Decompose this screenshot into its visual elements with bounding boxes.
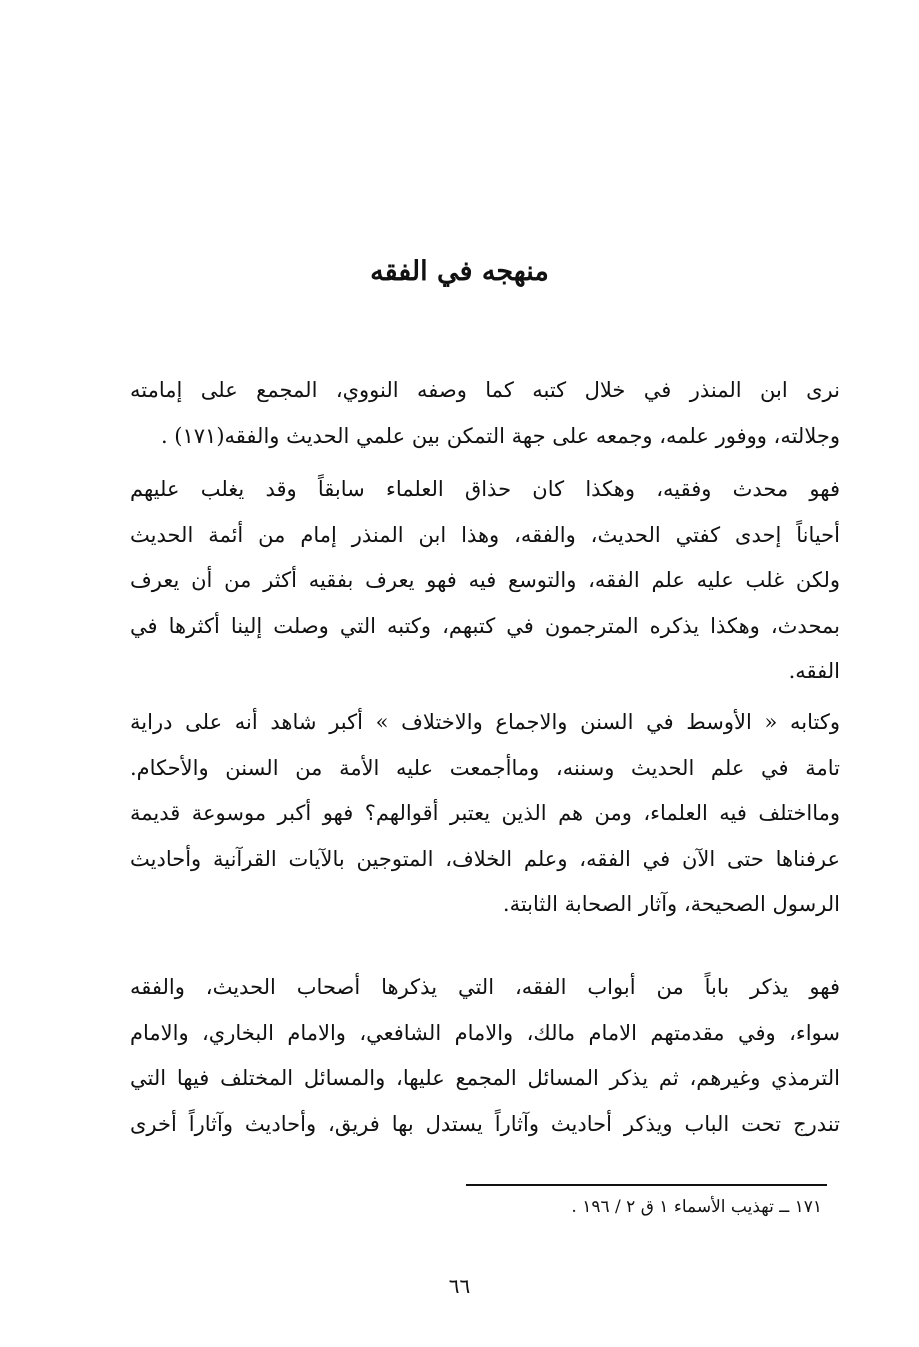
page-number: ٦٦ xyxy=(448,1274,471,1298)
paragraph-line: وكتابه « الأوسط في السنن والاجماع والاختلاف » أكبر شاهد أنه على دراية xyxy=(130,710,840,734)
paragraph-line: عرفناها حتى الآن في الفقه، وعلم الخلاف، المتوجين بالآيات القرآنية وأحاديث xyxy=(130,846,840,871)
footnote: ١٧١ ــ تهذيب الأسماء ١ ق ٢ / ١٩٦ . xyxy=(571,1197,822,1217)
paragraph-line: ولكن غلب عليه علم الفقه، والتوسع فيه فهو يعرف بفقيه أكثر من أن يعرف xyxy=(130,568,840,592)
paragraph-line: سواء، وفي مقدمتهم الامام مالك، والامام الشافعي، والامام البخاري، والامام xyxy=(130,1020,840,1045)
paragraph-line: تامة في علم الحديث وسننه، وماأجمعت عليه الأمة من السنن والأحكام. xyxy=(130,755,840,780)
paragraph-line: وجلالته، ووفور علمه، وجمعه على جهة التمكن بين علمي الحديث والفقه(١٧١) . xyxy=(160,423,840,448)
paragraph-3 xyxy=(130,700,840,928)
paragraph-line: الرسول الصحيحة، وآثار الصحابة الثابتة. xyxy=(502,892,840,916)
section-title: منهجه في الفقه xyxy=(370,256,549,287)
paragraph-line: أحياناً إحدى كفتي الحديث، والفقه، وهذا ابن المنذر إمام من أئمة الحديث xyxy=(130,522,840,547)
paragraph-line: فهو يذكر باباً من أبواب الفقه، التي يذكرها أصحاب الحديث، والفقه xyxy=(130,975,840,999)
paragraph-line: الترمذي وغيرهم، ثم يذكر المسائل المجمع عليها، والمسائل المختلف فيها التي xyxy=(130,1066,840,1090)
paragraph-2 xyxy=(130,467,840,695)
paragraph-1 xyxy=(130,368,840,459)
paragraph-line: الفقه. xyxy=(788,659,840,683)
paragraph-line: نرى ابن المنذر في خلال كتبه كما وصفه النووي، المجمع على إمامته xyxy=(130,378,840,402)
paragraph-line: بمحدث، وهكذا يذكره المترجمون في كتبهم، وكتبه التي وصلت إلينا أكثرها في xyxy=(130,613,840,638)
paragraph-4 xyxy=(130,965,840,1147)
paragraph-line: ومااختلف فيه العلماء، ومن هم الذين يعتبر أقوالهم؟ فهو أكبر موسوعة قديمة xyxy=(130,801,840,825)
paragraph-line: فهو محدث وفقيه، وهكذا كان حذاق العلماء سابقاً وقد يغلب عليهم xyxy=(130,477,840,501)
footnote-divider xyxy=(466,1184,827,1186)
paragraph-line: تندرج تحت الباب ويذكر أحاديث وآثاراً يستدل بها فريق، وأحاديث وآثاراً أخرى xyxy=(130,1111,840,1136)
